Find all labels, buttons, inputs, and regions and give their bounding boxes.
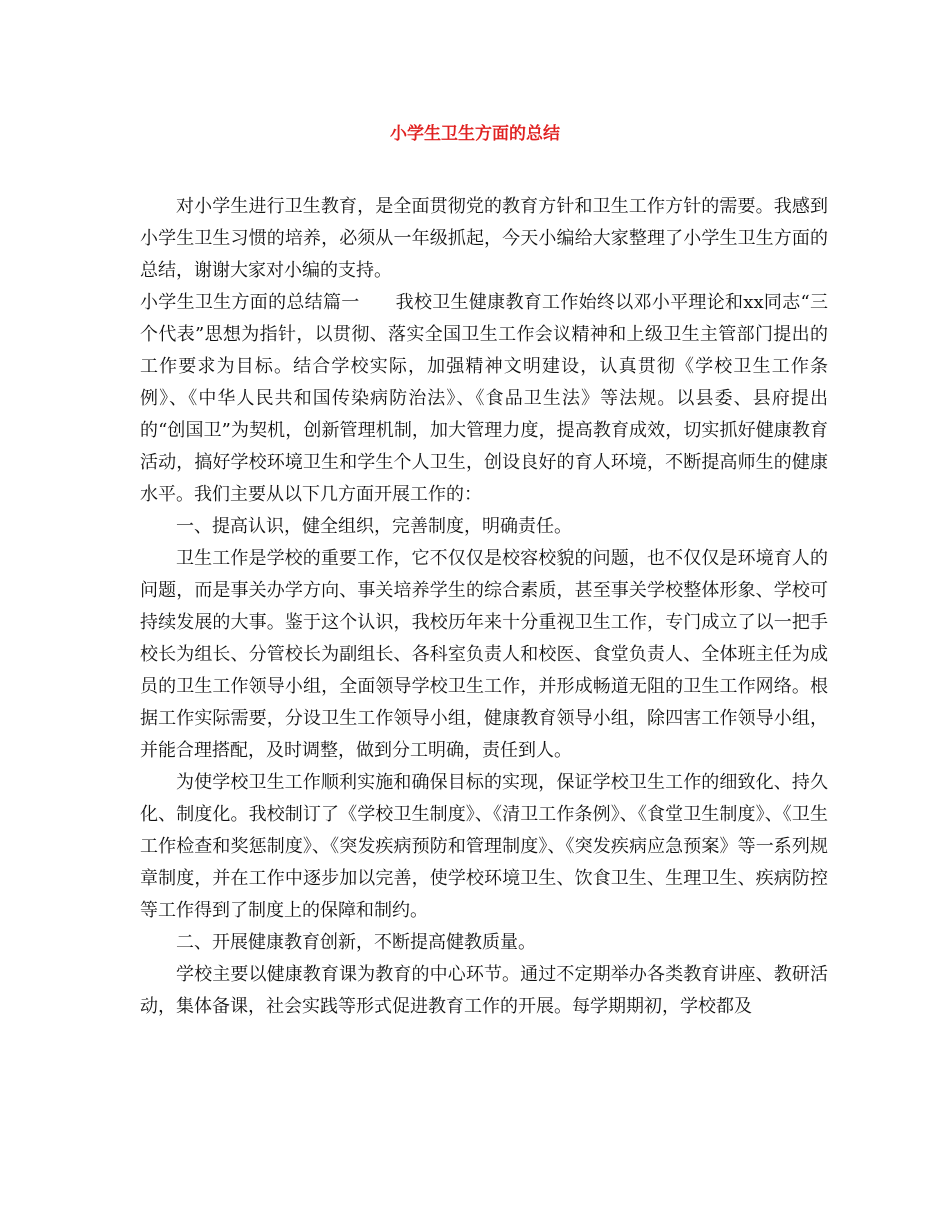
- run-in-gap: [360, 292, 396, 313]
- body-paragraph: 为使学校卫生工作顺利实施和确保目标的实现，保证学校卫生工作的细致化、持久化、制度化。我校制订了《学校卫生制度》、《清卫工作条例》、《食堂卫生制度》、《卫生工作检查和奖惩制度》、《突发疾病预防和管理制度》、《突发疾病应急预案》等一系列规章制度，并在工作中逐步加以完善，使学校环境卫生、饮食卫生、生理卫生、疾病防控等工作得到了制度上的保障和制约。: [140, 772, 828, 921]
- document-title: 小学生卫生方面的总结: [390, 124, 560, 144]
- section-paragraph: [140, 287, 828, 511]
- body-paragraph: 卫生工作是学校的重要工作，它不仅仅是校容校貌的问题，也不仅仅是环境育人的问题，而是事关办学方向、事关培养学生的综合素质，甚至事关学校整体形象、学校可持续发展的大事。鉴于这个认识，我校历年来十分重视卫生工作，专门成立了以一把手校长为组长、分管校长为副组长、各科室负责人和校医、食堂负责人、全体班主任为成员的卫生工作领导小组，全面领导学校卫生工作，并形成畅道无阻的卫生工作网络。根据工作实际需要，分设卫生工作领导小组，健康教育领导小组，除四害工作领导小组，并能合理搭配，及时调整，做到分工明确，责任到人。: [140, 548, 828, 761]
- section-text: 我校卫生健康教育工作始终以邓小平理论和xx同志“三个代表”思想为指针，以贯彻、落实全国卫生工作会议精神和上级卫生主管部门提出的工作要求为目标。结合学校实际，加强精神文明建设，认真贯彻《学校卫生工作条例》、《中华人民共和国传染病防治法》、《食品卫生法》等法规。以县委、县府提出的“创国卫”为契机，创新管理机制，加大管理力度，提高教育成效，切实抓好健康教育活动，搞好学校环境卫生和学生个人卫生，创设良好的育人环境，不断提高师生的健康水平。我们主要从以下几方面开展工作的：: [140, 292, 828, 505]
- document-body: [140, 191, 828, 1023]
- section-heading: 小学生卫生方面的总结篇一: [140, 292, 360, 313]
- body-paragraph: 学校主要以健康教育课为教育的中心环节。通过不定期举办各类教育讲座、教研活动，集体备课，社会实践等形式促进教育工作的开展。每学期期初，学校都及: [140, 964, 828, 1017]
- heading-one: 一、提高认识，健全组织，完善制度，明确责任。: [176, 516, 572, 537]
- heading-two: 二、开展健康教育创新，不断提高健教质量。: [176, 932, 536, 953]
- intro-paragraph: 对小学生进行卫生教育，是全面贯彻党的教育方针和卫生工作方针的需要。我感到小学生卫生习惯的培养，必须从一年级抓起，今天小编给大家整理了小学生卫生方面的总结，谢谢大家对小编的支持。: [140, 196, 828, 281]
